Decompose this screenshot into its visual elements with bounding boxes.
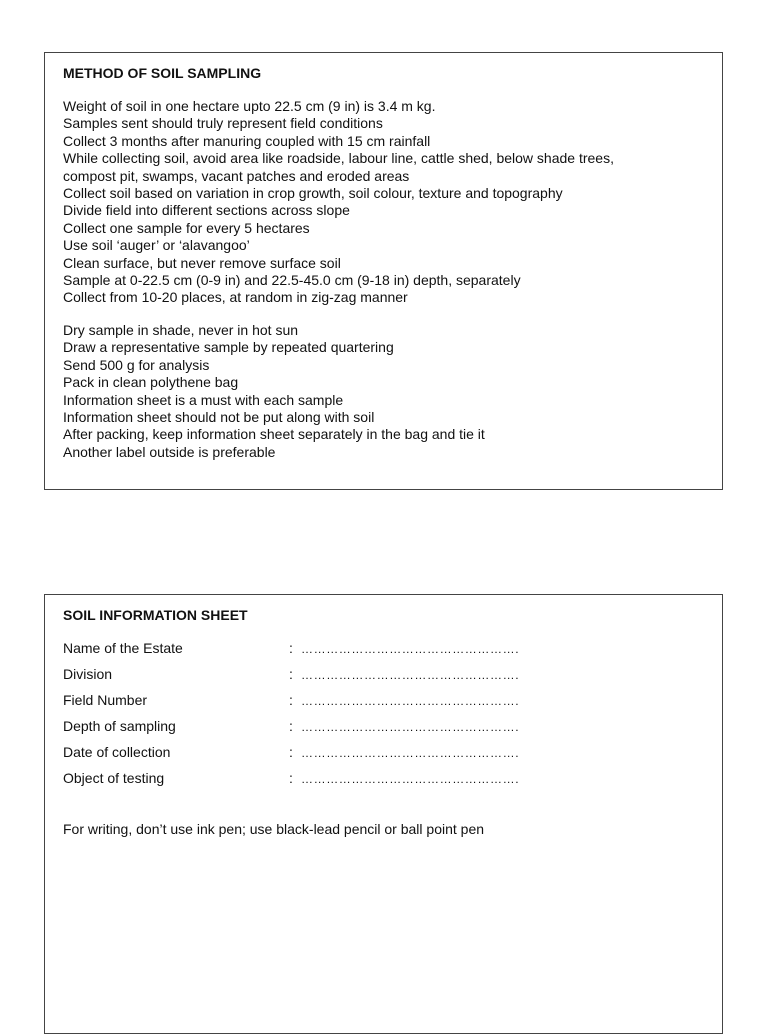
list-item: Weight of soil in one hectare upto 22.5 cm (9 in) is 3.4 m kg.	[63, 98, 436, 114]
field-label: Field Number	[63, 692, 148, 708]
field-label: Division	[63, 666, 113, 682]
field-label: Depth of sampling	[63, 718, 176, 734]
field-label: Name of the Estate	[63, 640, 183, 656]
field-row-estate-name	[63, 638, 519, 664]
field-colon: :	[289, 744, 293, 760]
list-item: Collect soil based on variation in crop growth, soil colour, texture and topography	[63, 185, 563, 202]
list-item: Samples sent should truly represent field conditions	[63, 115, 383, 132]
fill-in-blank: …………………………………………….	[301, 772, 520, 786]
list-item: Send 500 g for analysis	[63, 356, 210, 373]
field-row-field-number	[63, 690, 519, 716]
field-colon: :	[289, 640, 293, 656]
list-item: Another label outside is preferable	[63, 443, 276, 460]
fill-in-blank: …………………………………………….	[301, 746, 520, 760]
sample-handling-list	[63, 322, 485, 461]
method-of-soil-sampling-box	[44, 52, 723, 490]
fill-in-blank: …………………………………………….	[301, 642, 520, 656]
list-item: Collect 3 months after manuring coupled with 15 cm rainfall	[63, 132, 431, 149]
field-label: Object of testing	[63, 770, 165, 786]
method-title: METHOD OF SOIL SAMPLING	[63, 65, 262, 81]
fill-in-blank: …………………………………………….	[301, 668, 520, 682]
field-colon: :	[289, 770, 293, 786]
field-row-object	[63, 768, 519, 794]
field-row-date	[63, 742, 519, 768]
list-item: While collecting soil, avoid area like roadside, labour line, cattle shed, below shade trees,	[63, 150, 614, 167]
writing-instruction-note: For writing, don’t use ink pen; use black-lead pencil or ball point pen	[63, 821, 485, 837]
field-colon: :	[289, 692, 293, 708]
list-item: After packing, keep information sheet separately in the bag and tie it	[63, 426, 485, 443]
list-item: compost pit, swamps, vacant patches and eroded areas	[63, 167, 410, 184]
list-item: Dry sample in shade, never in hot sun	[63, 322, 299, 338]
information-fields	[63, 638, 519, 794]
list-item: Pack in clean polythene bag	[63, 374, 239, 391]
list-item: Information sheet should not be put along with soil	[63, 409, 375, 426]
list-item: Collect from 10-20 places, at random in zig-zag manner	[63, 289, 408, 306]
field-row-depth	[63, 716, 519, 742]
list-item: Sample at 0-22.5 cm (0-9 in) and 22.5-45.0 cm (9-18 in) depth, separately	[63, 272, 521, 289]
field-row-division	[63, 664, 519, 690]
list-item: Divide field into different sections across slope	[63, 202, 350, 219]
fill-in-blank: …………………………………………….	[301, 720, 520, 734]
field-colon: :	[289, 718, 293, 734]
fill-in-blank: …………………………………………….	[301, 694, 520, 708]
sampling-steps-list	[63, 98, 614, 307]
field-label: Date of collection	[63, 744, 171, 760]
soil-information-sheet-box	[44, 594, 723, 1034]
list-item: Clean surface, but never remove surface soil	[63, 254, 341, 271]
list-item: Draw a representative sample by repeated quartering	[63, 339, 394, 356]
sheet-title: SOIL INFORMATION SHEET	[63, 607, 248, 623]
list-item: Collect one sample for every 5 hectares	[63, 219, 310, 236]
list-item: Information sheet is a must with each sample	[63, 391, 344, 408]
list-item: Use soil ‘auger’ or ‘alavangoo’	[63, 237, 250, 254]
field-colon: :	[289, 666, 293, 682]
